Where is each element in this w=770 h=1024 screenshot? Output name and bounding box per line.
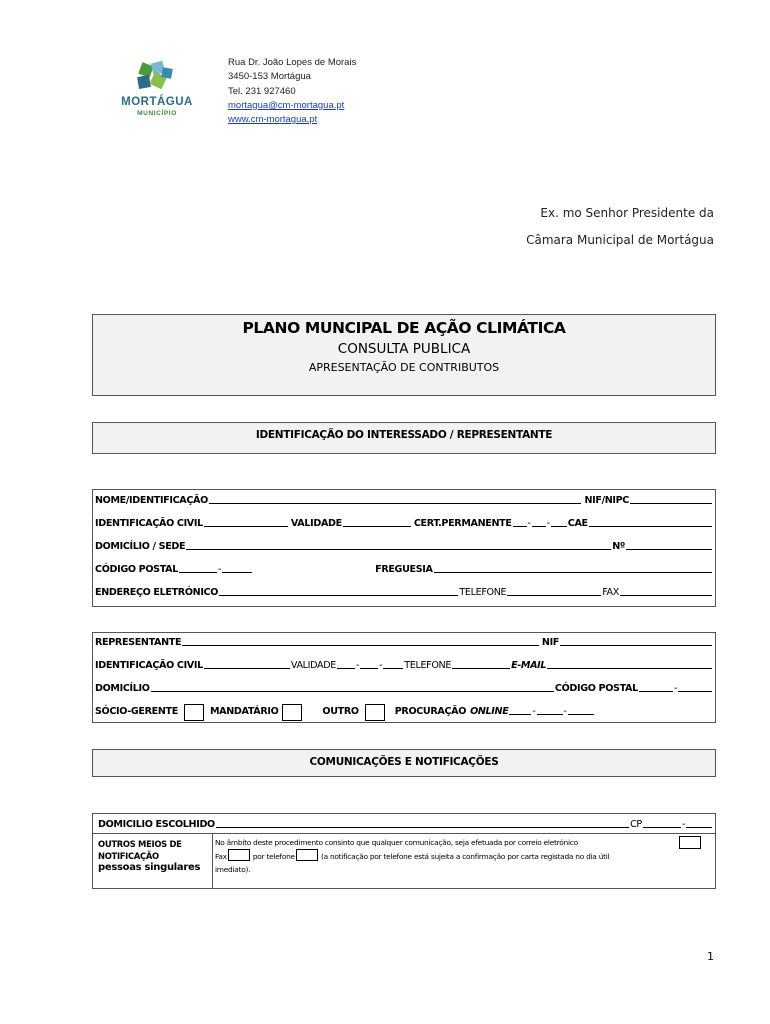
nome-field[interactable] <box>209 503 582 504</box>
field-label: REPRESENTANTE <box>95 637 182 648</box>
domicilio-escolhido-row <box>93 814 715 834</box>
telefone-label: por telefone <box>252 852 295 861</box>
fax-field[interactable] <box>620 595 712 596</box>
field-label: NIF <box>541 637 559 648</box>
cert-field-1[interactable] <box>513 526 527 527</box>
fax-checkbox[interactable] <box>228 849 250 861</box>
section-heading-comunicacoes <box>92 749 716 777</box>
recipient-line-2: Câmara Municipal de Mortágua <box>526 233 714 247</box>
notificacoes-box <box>92 813 716 889</box>
telefone-field[interactable] <box>507 595 601 596</box>
socio-gerente-checkbox[interactable] <box>184 704 204 721</box>
procuracao-field-3[interactable] <box>568 714 594 715</box>
notificacao-label: NOTIFICAÇÃO <box>98 851 159 861</box>
endereco-eletronico-field[interactable] <box>219 595 458 596</box>
field-label: VALIDADE <box>290 660 336 671</box>
procuracao-field-1[interactable] <box>509 714 531 715</box>
separator: - <box>673 683 677 694</box>
section-heading-text: COMUNICAÇÕES E NOTIFICAÇÕES <box>309 756 499 768</box>
logo-wordmark: MORTÁGUA <box>121 96 193 108</box>
field-label: IDENTIFICAÇÃO CIVIL <box>95 518 203 529</box>
field-label: FREGUESIA <box>375 564 433 575</box>
separator: - <box>532 706 536 717</box>
document-subtitle: CONSULTA PUBLICA <box>337 341 471 357</box>
field-label: CÓDIGO POSTAL <box>95 564 178 575</box>
field-label: CERT.PERMANENTE <box>413 518 512 529</box>
separator: - <box>681 819 685 830</box>
document-subtitle-2: APRESENTAÇÃO DE CONTRIBUTOS <box>308 361 500 374</box>
consent-line-3: imediato). <box>215 865 251 874</box>
separator: - <box>546 518 550 529</box>
telefone-checkbox[interactable] <box>296 849 318 861</box>
field-label: OUTRO <box>322 706 359 717</box>
document-title: PLANO MUNCIPAL DE AÇÃO CLIMÁTICA <box>242 319 566 337</box>
consent-line-2 <box>215 849 701 863</box>
field-label: ONLINE <box>470 706 509 717</box>
separator: - <box>355 660 360 671</box>
cae-field[interactable] <box>589 526 712 527</box>
field-label: Nº <box>612 541 625 552</box>
address-phone: Tel. 231 927460 <box>228 85 296 97</box>
field-label: CAE <box>567 518 588 529</box>
representante-validade-3[interactable] <box>383 668 403 669</box>
representante-nif-field[interactable] <box>560 645 712 646</box>
field-label: ENDEREÇO ELETRÓNICO <box>95 587 219 598</box>
field-label: TELEFONE <box>459 587 507 598</box>
form-row <box>95 538 713 552</box>
form-row <box>95 680 713 694</box>
outros-meios-label: OUTROS MEIOS DE <box>98 839 182 849</box>
fax-label: Fax <box>215 852 227 861</box>
field-label: NIF/NIPC <box>584 495 629 506</box>
pessoas-singulares-label: pessoas singulares <box>98 862 201 873</box>
field-label: DOMICÍLIO / SEDE <box>95 541 186 552</box>
field-label: DOMICÍLIO <box>95 683 150 694</box>
email-link[interactable]: mortagua@cm-mortagua.pt <box>228 99 345 111</box>
cp-field-1[interactable] <box>179 572 217 573</box>
domicilio-field[interactable] <box>186 549 611 550</box>
representante-cp-1[interactable] <box>639 691 673 692</box>
field-label: PROCURAÇÃO <box>394 706 467 717</box>
field-label: VALIDADE <box>290 518 342 529</box>
representante-form <box>92 632 716 723</box>
outro-checkbox[interactable] <box>365 704 385 721</box>
representante-validade-2[interactable] <box>360 668 378 669</box>
mandatario-checkbox[interactable] <box>282 704 302 721</box>
field-label: CP <box>630 819 642 830</box>
validade-field[interactable] <box>343 526 411 527</box>
form-row <box>95 561 713 575</box>
field-label: E-MAIL <box>511 660 547 671</box>
field-label: DOMICILIO ESCOLHIDO <box>98 819 215 830</box>
field-label: CÓDIGO POSTAL <box>554 683 638 694</box>
form-row <box>95 703 713 717</box>
consent-line-1: No âmbito deste procedimento consinto que qualquer comunicação, seja efetuada por correio eletrónico <box>215 838 578 847</box>
website-link[interactable]: www.cm-mortagua.pt <box>228 114 318 126</box>
representante-domicilio-field[interactable] <box>151 691 554 692</box>
interessado-form <box>92 489 716 607</box>
representante-validade-1[interactable] <box>337 668 355 669</box>
form-row <box>98 816 713 830</box>
form-row <box>95 657 713 671</box>
form-row <box>95 634 713 648</box>
notif-cp-1[interactable] <box>643 827 681 828</box>
cp-field-2[interactable] <box>222 572 252 573</box>
nif-field[interactable] <box>630 503 712 504</box>
logo-emblem-icon <box>112 58 202 98</box>
form-row <box>95 584 713 598</box>
form-row <box>95 515 713 529</box>
domicilio-escolhido-field[interactable] <box>216 827 629 828</box>
title-box <box>92 314 716 396</box>
outros-meios-cell <box>93 833 213 888</box>
address-block <box>228 56 356 127</box>
representante-telefone-field[interactable] <box>452 668 510 669</box>
representante-cp-2[interactable] <box>678 691 712 692</box>
representante-id-civil-field[interactable] <box>204 668 290 669</box>
form-row <box>95 492 713 506</box>
section-heading-identificacao <box>92 422 716 454</box>
separator: - <box>563 706 567 717</box>
representante-field[interactable] <box>182 645 539 646</box>
representante-email-field[interactable] <box>547 668 712 669</box>
field-label: TELEFONE <box>404 660 452 671</box>
cert-field-3[interactable] <box>551 526 567 527</box>
field-label: MANDATÁRIO <box>209 706 279 717</box>
freguesia-field[interactable] <box>434 572 712 573</box>
cert-field-2[interactable] <box>532 526 546 527</box>
section-heading-text: IDENTIFICAÇÃO DO INTERESSADO / REPRESENTANTE <box>255 429 553 441</box>
recipient-line-1: Ex. mo Senhor Presidente da <box>540 206 714 220</box>
field-label: NOME/IDENTIFICAÇÃO <box>95 495 208 506</box>
consent-text <box>215 836 701 876</box>
notif-cp-2[interactable] <box>686 827 712 828</box>
field-label: FAX <box>602 587 619 598</box>
field-label: IDENTIFICAÇÃO CIVIL <box>95 660 203 671</box>
logo-subtitle: MUNICÍPIO <box>137 110 177 117</box>
nota-text: (a notificação por telefone está sujeita a confirmação por carta registada no dia útil <box>320 852 610 861</box>
page-number: 1 <box>707 950 714 963</box>
separator: - <box>527 518 531 529</box>
field-label: SÓCIO-GERENTE <box>95 706 178 717</box>
procuracao-field-2[interactable] <box>537 714 563 715</box>
address-street: Rua Dr. João Lopes de Morais <box>228 57 357 68</box>
email-notification-checkbox[interactable] <box>679 836 701 849</box>
id-civil-field[interactable] <box>204 526 288 527</box>
municipio-logo <box>112 58 202 126</box>
separator: - <box>379 660 383 671</box>
address-postal: 3450-153 Mortágua <box>228 71 311 83</box>
numero-field[interactable] <box>626 549 712 550</box>
separator: - <box>217 564 222 575</box>
